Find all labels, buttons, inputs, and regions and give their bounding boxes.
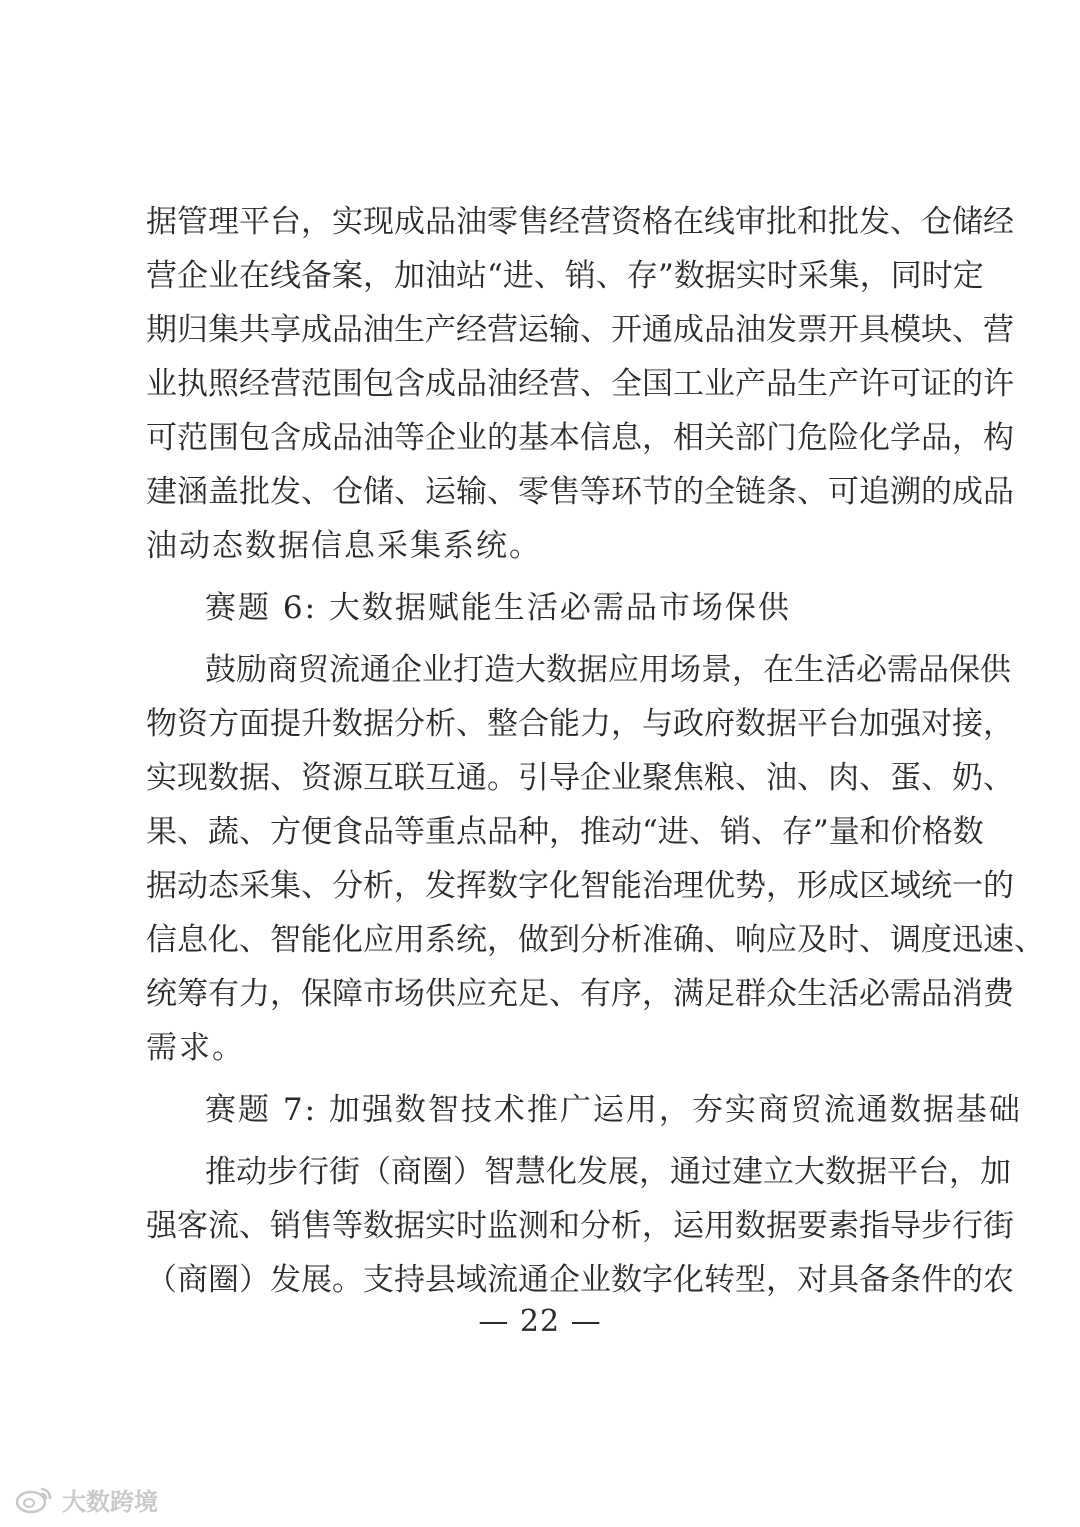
paragraph-line: 推动步行街（商圈）智慧化发展，通过建立大数据平台，加: [205, 1154, 1011, 1190]
paragraph-line: 鼓励商贸流通企业打造大数据应用场景，在生活必需品保供: [205, 652, 1011, 688]
paragraph-line: 物资方面提升数据分析、整合能力，与政府数据平台加强对接，: [146, 706, 1014, 742]
watermark-text: 大数跨境: [62, 1487, 158, 1516]
paragraph-line: 实现数据、资源互联互通。引导企业聚焦粮、油、肉、蛋、奶、: [146, 760, 1014, 796]
paragraph-line: 强客流、销售等数据实时监测和分析，运用数据要素指导步行街: [146, 1208, 1014, 1244]
watermark: [14, 1482, 158, 1516]
paragraph-line: 可范围包含成品油等企业的基本信息，相关部门危险化学品，构: [146, 420, 1014, 456]
paragraph-line: 业执照经营范围包含成品油经营、全国工业产品生产许可证的许: [146, 366, 1014, 402]
paragraph-line: 据管理平台，实现成品油零售经营资格在线审批和批发、仓储经: [146, 204, 1014, 240]
paragraph-line: 建涵盖批发、仓储、运输、零售等环节的全链条、可追溯的成品: [146, 474, 1014, 510]
section-heading: 赛题 6: 大数据赋能生活必需品市场保供: [205, 590, 791, 626]
paragraph-line: 信息化、智能化应用系统，做到分析准确、响应及时、调度迅速、: [146, 922, 1045, 958]
paragraph-line: 营企业在线备案，加油站“进、销、存”数据实时采集，同时定: [146, 258, 984, 294]
paragraph-line: 果、蔬、方便食品等重点品种，推动“进、销、存”量和价格数: [146, 814, 984, 850]
paragraph-line: 需求。: [146, 1030, 245, 1066]
paragraph-line: 期归集共享成品油生产经营运输、开通成品油发票开具模块、营: [146, 312, 1014, 348]
section-heading: 赛题 7: 加强数智技术推广运用，夯实商贸流通数据基础: [205, 1092, 1022, 1128]
paragraph-line: （商圈）发展。支持县域流通企业数字化转型，对具备条件的农: [146, 1262, 1014, 1298]
page-number: — 22 —: [478, 1304, 602, 1339]
weibo-logo-icon: [14, 1484, 56, 1514]
paragraph-line: 油动态数据信息采集系统。: [146, 528, 542, 564]
paragraph-line: 据动态采集、分析，发挥数字化智能治理优势，形成区域统一的: [146, 868, 1014, 904]
paragraph-line: 统筹有力，保障市场供应充足、有序，满足群众生活必需品消费: [146, 976, 1014, 1012]
